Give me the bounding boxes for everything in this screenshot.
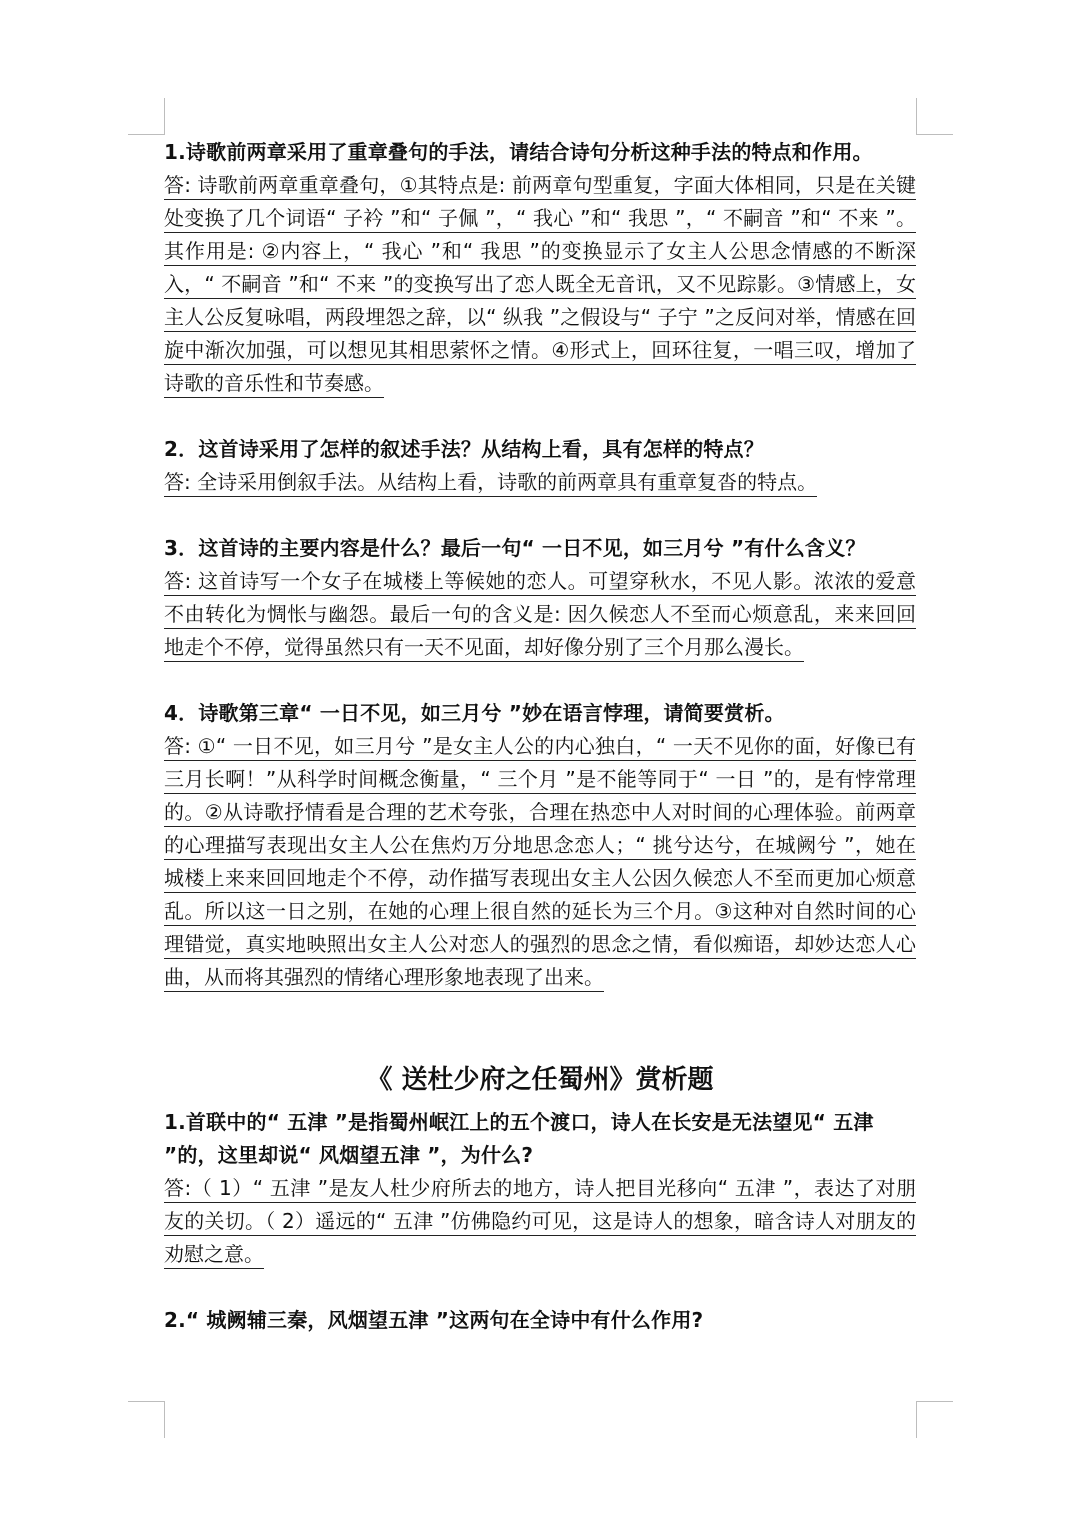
section2-question-1: 1.首联中的“ 五津 ”是指蜀州岷江上的五个渡口，诗人在长安是无法望见“ 五津 ”的，这里却说“ 风烟望五津 ”，为什么? bbox=[164, 1110, 874, 1167]
answer-2-text: 答: 全诗采用倒叙手法。从结构上看，诗歌的前两章具有重章复沓的特点。 bbox=[164, 470, 817, 497]
crop-mark-top-left bbox=[128, 98, 165, 135]
section2-answer-1-text: 答:（ 1）“ 五津 ”是友人杜少府所去的地方，诗人把目光移向“ 五津 ”，表达了对朋友的关切。（ 2）遥远的“ 五津 ”仿佛隐约可见，这是诗人的想象，暗含诗人对朋友的劝慰之意。 bbox=[164, 1176, 916, 1269]
spacer bbox=[164, 400, 916, 433]
question-1: 1.诗歌前两章采用了重章叠句的手法，请结合诗句分析这种手法的特点和作用。 bbox=[164, 140, 873, 164]
answer-1 bbox=[164, 169, 916, 400]
document-body bbox=[164, 136, 916, 1337]
spacer bbox=[164, 664, 916, 697]
answer-1-text: 答: 诗歌前两章重章叠句，①其特点是: 前两章句型重复，字面大体相同，只是在关键处变换了几个词语“ 子衿 ”和“ 子佩 ”，“ 我心 ”和“ 我思 ”，“ 不嗣音 ”和“ 不来 ”。其作用是: ②内容上，“ 我心 ”和“ 我思 ”的变换显示了女主人公思念情感的不断深入，“ 不嗣音 ”和“ 不来 ”的变换写出了恋人既全无音讯，又不见踪影。③情感上，女主人公反复咏唱，两段埋怨之辞，以“ 纵我 ”之假设与“ 子宁 ”之反问对举，情感在回旋中渐次加强，可以想见其相思萦怀之情。④形式上，回环往复，一唱三叹，增加了诗歌的音乐性和节奏感。 bbox=[164, 173, 916, 398]
question-4: 4．诗歌第三章“ 一日不见，如三月兮 ”妙在语言悖理，请简要赏析。 bbox=[164, 701, 785, 725]
spacer bbox=[164, 1271, 916, 1304]
answer-3 bbox=[164, 565, 916, 664]
question-2: 2．这首诗采用了怎样的叙述手法？从结构上看，具有怎样的特点？ bbox=[164, 437, 764, 461]
crop-mark-top-right bbox=[916, 98, 953, 135]
answer-4-text: 答: ①“ 一日不见，如三月兮 ”是女主人公的内心独白，“ 一天不见你的面，好像已有三月长啊！”从科学时间概念衡量，“ 三个月 ”是不能等同于“ 一日 ”的，是有悖常理的。②从诗歌抒情看是合理的艺术夸张，合理在热恋中人对时间的心理体验。前两章的心理描写表现出女主人公在焦灼万分地思念恋人；“ 挑兮达兮，在城阙兮 ”，她在城楼上来来回回地走个不停，动作描写表现出女主人公因久候恋人不至而更加心烦意乱。所以这一日之别，在她的心理上很自然的延长为三个月。③这种对自然时间的心理错觉，真实地映照出女主人公对恋人的强烈的思念之情，看似痴语，却妙达恋人心曲，从而将其强烈的情绪心理形象地表现了出来。 bbox=[164, 734, 916, 992]
answer-4 bbox=[164, 730, 916, 994]
question-3: 3．这首诗的主要内容是什么？最后一句“ 一日不见，如三月兮 ”有什么含义？ bbox=[164, 536, 866, 560]
crop-mark-bottom-left bbox=[128, 1401, 165, 1438]
answer-3-text: 答: 这首诗写一个女子在城楼上等候她的恋人。可望穿秋水，不见人影。浓浓的爱意不由转化为惆怅与幽怨。最后一句的含义是: 因久候恋人不至而心烦意乱，来来回回地走个不停，觉得虽然只有一天不见面，却好像分别了三个月那么漫长。 bbox=[164, 569, 916, 662]
spacer bbox=[164, 499, 916, 532]
section-title: 《 送杜少府之任蜀州》赏析题 bbox=[366, 1065, 714, 1095]
section2-answer-1 bbox=[164, 1172, 916, 1271]
section2-question-2: 2.“ 城阙辅三秦，风烟望五津 ”这两句在全诗中有什么作用? bbox=[164, 1308, 704, 1332]
spacer bbox=[164, 994, 916, 1060]
answer-2 bbox=[164, 466, 916, 499]
crop-mark-bottom-right bbox=[916, 1401, 953, 1438]
